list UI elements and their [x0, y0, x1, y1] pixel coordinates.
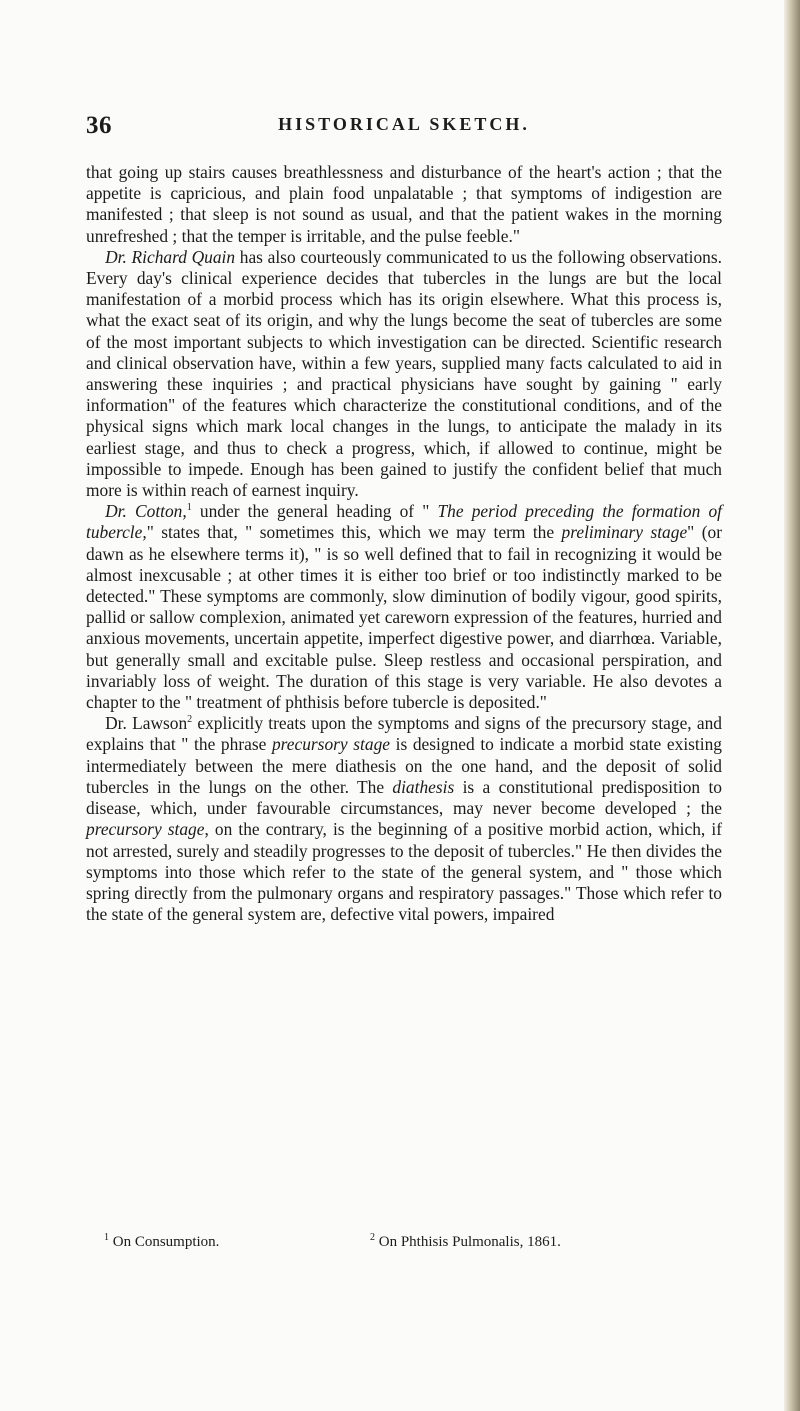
paragraph-3-text-c: " (or dawn as he elsewhere terms it), " is so well defined that to fail in recognizing it would be almost inexcusable ; at other times it is either too brief or too indistinctly marked to be detected." These symptoms are commonly, slow diminution of bodily vigour, good spirits, pallid or sallow complexion, animated yet careworn expression of the features, hurried and anxious movements, uncertain appetite, imperfect digestive power, and diarrhœa. Variable, but generally small and excitable pulse. Sleep restless and occasional perspiration, and invariably loss of weight. The duration of this stage is very variable. He also devotes a chapter to the " treatment of phthisis before tubercle is deposited.": [86, 522, 722, 713]
paragraph-4-text-d: , on the contrary, is the beginning of a positive morbid action, which, if not arrested, surely and steadily progresses to the deposit of tubercles." He then divides the symptoms into those which refer to the state of the general system, and " those which spring directly from the pulmonary organs and respiratory passages." Those which refer to the state of the general system are, defective vital powers, impaired: [86, 819, 722, 925]
paragraph-4-text-b: is designed to indicate a morbid state existing intermediately between the mere diathesis on the one hand, and the deposit of solid tubercles in the lungs on the other. The: [86, 734, 722, 797]
footnote-ref-1: 1: [186, 502, 192, 514]
paragraph-4: [86, 713, 722, 925]
paragraph-3: [86, 501, 722, 713]
footnote-1-mark: 1: [104, 1232, 109, 1243]
footnote-2-text: On Phthisis Pulmonalis, 1861.: [378, 1234, 561, 1250]
author-name-cotton: Dr. Cotton,: [105, 501, 187, 522]
author-name-lawson: Dr. Lawson: [105, 713, 188, 734]
paragraph-2-text: has also courteously communicated to us the following observations. Every day's clinical experience decides that tubercles in the lungs are but the local manifestation of a morbid process which has its origin elsewhere. What this process is, what the exact seat of its origin, and why the lungs become the seat of tubercles are some of the most important subjects to which investigation can be directed. Scientific research and clinical observation have, within a few years, supplied many facts calculated to aid in answering these inquiries ; and practical physicians have sought by gaining " early information" of the features which characterize the constitutional conditions, and of the physical signs which mark local changes in the lungs, to anticipate the malady in its earliest stage, and thus to check a progress, which, if allowed to continue, might be impossible to impede. Enough has been gained to justify the confident belief that much more is within reach of earnest inquiry.: [86, 246, 722, 501]
paragraph-3-text-b: " states that, " sometimes this, which we may term the: [146, 522, 562, 543]
chapter-heading-italic: The period preceding the formation of tubercle,: [86, 501, 722, 543]
term-preliminary-stage: preliminary stage: [561, 522, 688, 543]
running-title: HISTORICAL SKETCH.: [278, 114, 530, 134]
paragraph-4-text-a: explicitly treats upon the symptoms and signs of the precursory stage, and explains that " the phrase: [86, 713, 722, 755]
footnotes: [104, 1234, 714, 1256]
paragraph-4-text-c: is a constitutional predisposition to disease, which, under favourable circumstances, may never become developed ; the: [86, 776, 722, 819]
footnote-2-mark: 2: [370, 1232, 375, 1243]
footnote-ref-2: 2: [187, 714, 193, 726]
footnote-1-text: On Consumption.: [112, 1234, 220, 1250]
footnote-2: [370, 1234, 561, 1251]
author-name-quain: Dr. Richard Quain: [105, 246, 236, 267]
page-edge: [784, 0, 800, 1411]
paragraph-2: [86, 247, 722, 501]
page-number: 36: [86, 112, 112, 139]
paragraph-1: [86, 162, 722, 247]
page-header: [86, 112, 722, 142]
body-text: [86, 162, 722, 925]
paragraph-1-text: that going up stairs causes breathlessness and disturbance of the heart's action ; that the appetite is capricious, and plain food unpalatable ; that symptoms of indigestion are manifested ; that sleep is not sound as usual, and that the patient wakes in the morning unrefreshed ; that the temper is irritable, and the pulse feeble.": [86, 162, 722, 246]
paragraph-3-text-a: under the general heading of ": [191, 501, 438, 522]
term-precursory-stage-1: precursory stage: [271, 734, 390, 755]
term-diathesis: diathesis: [392, 776, 455, 797]
term-precursory-stage-2: precursory stage: [86, 819, 205, 840]
footnote-1: [104, 1234, 219, 1251]
